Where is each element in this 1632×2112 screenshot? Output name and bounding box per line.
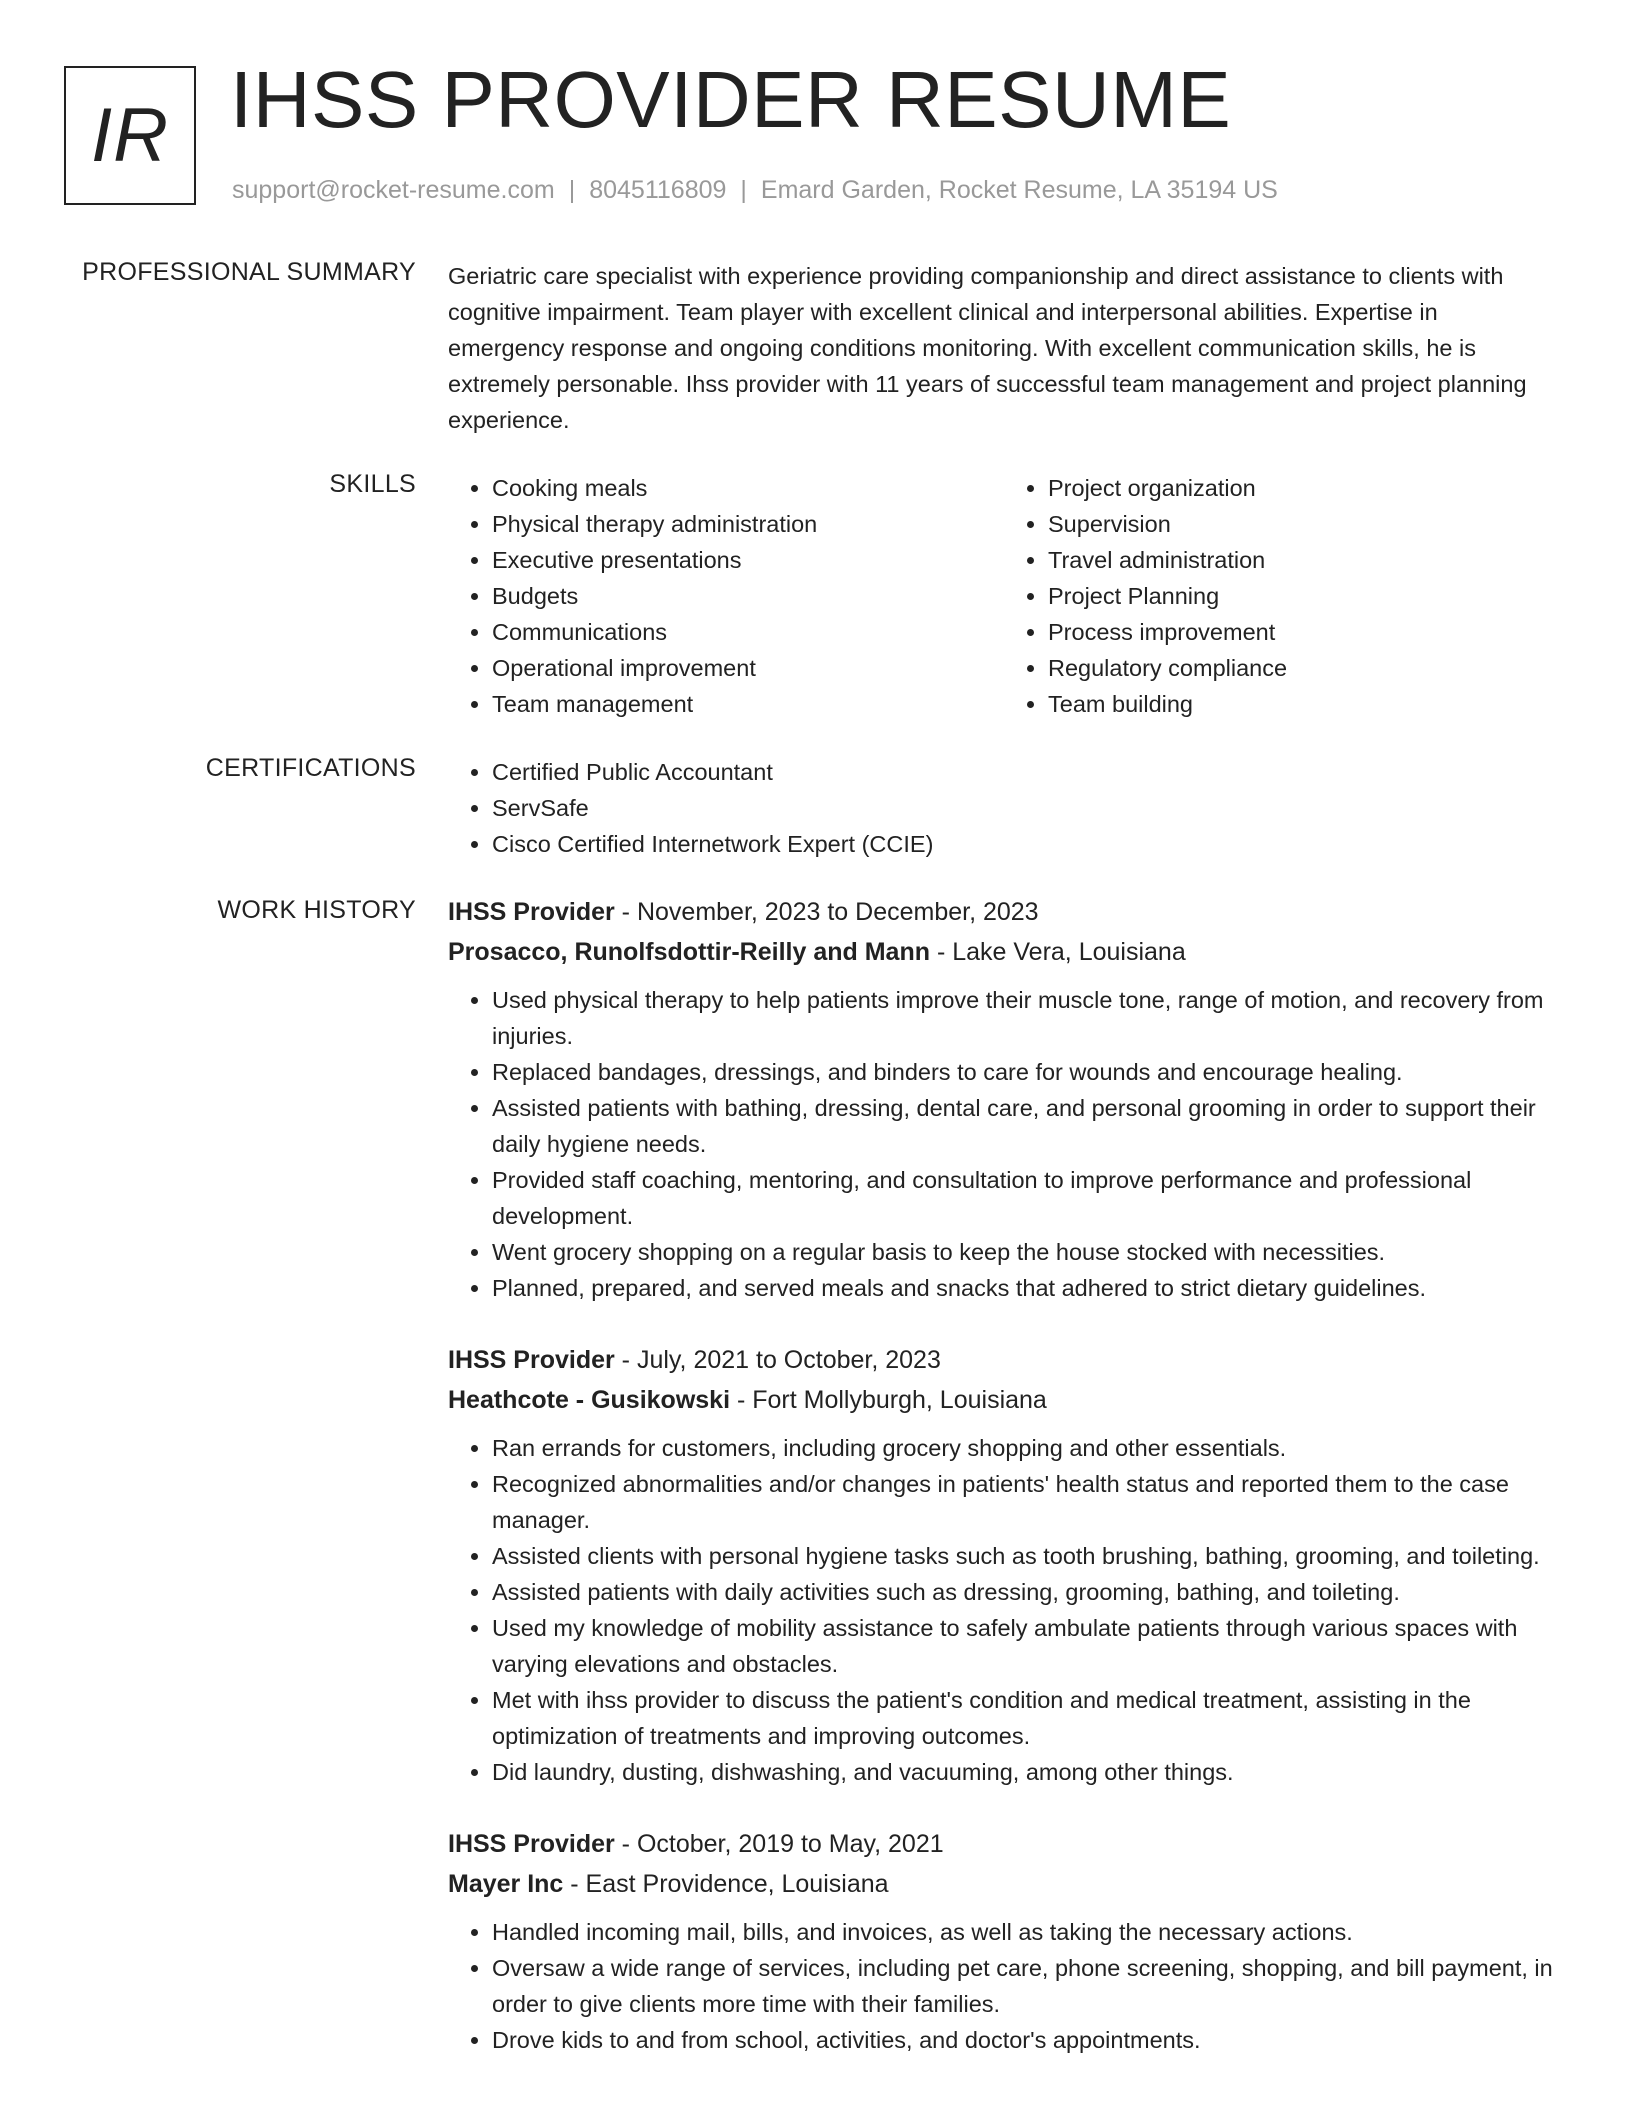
- job-company-line: [448, 1380, 1560, 1420]
- job-duty: • Ran errands for customers, including grocery shopping and other essentials.: [492, 1430, 1560, 1466]
- job-title-line: [448, 892, 1560, 932]
- job-location: - East Providence, Louisiana: [563, 1870, 889, 1898]
- section-heading-certifications: CERTIFICATIONS: [205, 754, 416, 782]
- job-title: IHSS Provider: [448, 1830, 615, 1858]
- contact-separator: |: [740, 176, 747, 204]
- contact-address: Emard Garden, Rocket Resume, LA 35194 US: [760, 176, 1278, 204]
- skill-item: • Cooking meals: [492, 470, 1004, 506]
- job-duty: • Assisted patients with daily activities such as dressing, grooming, bathing, and toileting.: [492, 1574, 1560, 1610]
- section-heading-work-history: WORK HISTORY: [217, 896, 416, 924]
- skill-item: • Budgets: [492, 578, 1004, 614]
- job-dates: - October, 2019 to May, 2021: [614, 1830, 944, 1858]
- skills-columns: [448, 470, 1560, 722]
- job-duties-list: [448, 1914, 1560, 2058]
- job-duties-list: [448, 1430, 1560, 1790]
- skill-item: • Communications: [492, 614, 1004, 650]
- contact-phone: 8045116809: [589, 176, 727, 204]
- skill-item: • Supervision: [1048, 506, 1560, 542]
- job-title: IHSS Provider: [448, 1346, 615, 1374]
- monogram-logo: [64, 66, 196, 205]
- job-entry: [448, 892, 1560, 1306]
- skills-list-right: [1004, 470, 1560, 722]
- resume-title: IHSS PROVIDER RESUME: [230, 55, 1232, 144]
- job-company-line: [448, 1864, 1560, 1904]
- job-company-line: [448, 932, 1560, 972]
- skill-item: • Team building: [1048, 686, 1560, 722]
- skills-body: [448, 470, 1560, 722]
- job-duty: • Did laundry, dusting, dishwashing, and vacuuming, among other things.: [492, 1754, 1560, 1790]
- job-title-line: [448, 1340, 1560, 1380]
- job-duty: • Used my knowledge of mobility assistance to safely ambulate patients through various spaces with varying elevations and obstacles.: [492, 1610, 1560, 1682]
- job-duty: • Oversaw a wide range of services, including pet care, phone screening, shopping, and bill payment, in order to give clients more time with their families.: [492, 1950, 1560, 2022]
- job-dates: - November, 2023 to December, 2023: [614, 898, 1039, 926]
- skill-item: • Travel administration: [1048, 542, 1560, 578]
- certification-item: • Certified Public Accountant: [492, 754, 1560, 790]
- skill-item: • Regulatory compliance: [1048, 650, 1560, 686]
- job-duty: • Handled incoming mail, bills, and invoices, as well as taking the necessary actions.: [492, 1914, 1560, 1950]
- contact-email: support@rocket-resume.com: [232, 176, 555, 204]
- job-duty: • Assisted clients with personal hygiene tasks such as tooth brushing, bathing, grooming, and toileting.: [492, 1538, 1560, 1574]
- skill-item: • Team management: [492, 686, 1004, 722]
- job-duty: • Provided staff coaching, mentoring, and consultation to improve performance and professional development.: [492, 1162, 1560, 1234]
- certification-item: • ServSafe: [492, 790, 1560, 826]
- summary-text: Geriatric care specialist with experience providing companionship and direct assistance to clients with cognitive impairment. Team player with excellent clinical and interpersonal abilities. Expertise in emergency response and ongoing conditions monitoring. With excellent communication skills, he is extremely personable. Ihss provider with 11 years of successful team management and project planning experience.: [448, 263, 1527, 433]
- job-duties-list: [448, 982, 1560, 1306]
- job-company: Prosacco, Runolfsdottir-Reilly and Mann: [448, 938, 930, 966]
- skills-list-left: [448, 470, 1004, 722]
- job-dates: - July, 2021 to October, 2023: [614, 1346, 941, 1374]
- job-entry: [448, 1340, 1560, 1790]
- skill-item: • Executive presentations: [492, 542, 1004, 578]
- section-heading-skills: SKILLS: [329, 470, 416, 498]
- job-duty: • Went grocery shopping on a regular basis to keep the house stocked with necessities.: [492, 1234, 1560, 1270]
- certifications-list: [448, 754, 1560, 862]
- job-duty: • Replaced bandages, dressings, and binders to care for wounds and encourage healing.: [492, 1054, 1560, 1090]
- contact-separator: |: [568, 176, 576, 204]
- skill-item: • Project Planning: [1048, 578, 1560, 614]
- certification-item: • Cisco Certified Internetwork Expert (CCIE): [492, 826, 1560, 862]
- work-history-body: [448, 892, 1560, 2092]
- skill-item: • Process improvement: [1048, 614, 1560, 650]
- summary-body: [448, 258, 1560, 438]
- job-company: Heathcote - Gusikowski: [448, 1386, 731, 1414]
- job-duty: • Used physical therapy to help patients improve their muscle tone, range of motion, and recovery from injuries.: [492, 982, 1560, 1054]
- section-heading-summary: PROFESSIONAL SUMMARY: [82, 258, 416, 286]
- contact-line: [232, 176, 1278, 205]
- job-duty: • Assisted patients with bathing, dressing, dental care, and personal grooming in order to support their daily hygiene needs.: [492, 1090, 1560, 1162]
- job-entry: [448, 1824, 1560, 2058]
- skill-item: • Physical therapy administration: [492, 506, 1004, 542]
- job-title: IHSS Provider: [448, 898, 615, 926]
- job-duty: • Drove kids to and from school, activities, and doctor's appointments.: [492, 2022, 1560, 2058]
- job-duty: • Recognized abnormalities and/or changes in patients' health status and reported them to the case manager.: [492, 1466, 1560, 1538]
- job-duty: • Planned, prepared, and served meals and snacks that adhered to strict dietary guidelines.: [492, 1270, 1560, 1306]
- job-company: Mayer Inc: [448, 1870, 564, 1898]
- certifications-body: [448, 754, 1560, 862]
- skill-item: • Project organization: [1048, 470, 1560, 506]
- monogram-text: IR: [91, 92, 169, 178]
- skill-item: • Operational improvement: [492, 650, 1004, 686]
- job-duty: • Met with ihss provider to discuss the patient's condition and medical treatment, assisting in the optimization of treatments and improving outcomes.: [492, 1682, 1560, 1754]
- job-location: - Fort Mollyburgh, Louisiana: [730, 1386, 1047, 1414]
- job-location: - Lake Vera, Louisiana: [930, 938, 1186, 966]
- job-title-line: [448, 1824, 1560, 1864]
